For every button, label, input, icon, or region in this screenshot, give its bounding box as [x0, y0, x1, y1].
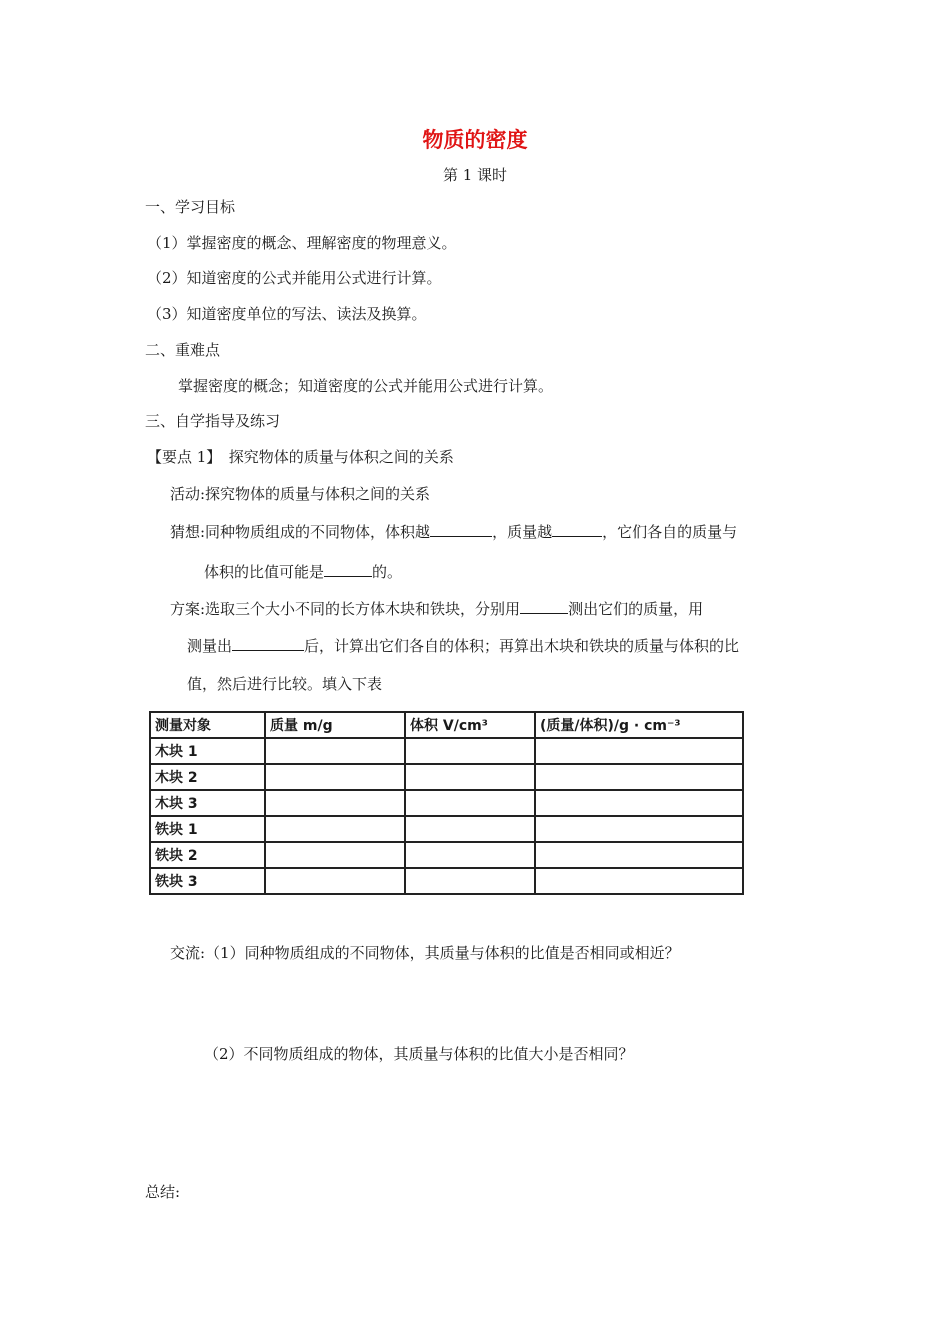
- row-label: 木块 3: [150, 790, 265, 816]
- table-header-cell: (质量/体积)/g · cm⁻³: [535, 712, 743, 738]
- table-row: [150, 790, 743, 816]
- lesson-number: 第 1 课时: [442, 166, 508, 184]
- mass-cell[interactable]: [265, 842, 405, 868]
- table-row: [150, 816, 743, 842]
- blank-volume[interactable]: [430, 520, 492, 537]
- table-header-cell: 质量 m/g: [265, 712, 405, 738]
- table-row: [150, 842, 743, 868]
- ratio-cell[interactable]: [535, 868, 743, 894]
- volume-cell[interactable]: [405, 764, 535, 790]
- volume-cell[interactable]: [405, 816, 535, 842]
- measurement-table: [149, 711, 744, 895]
- plan-text-4: 后，计算出它们各自的体积；再算出木块和铁块的质量与体积的比: [304, 637, 740, 655]
- table-row: [150, 738, 743, 764]
- plan-paragraph: [170, 597, 703, 619]
- plan-text-1: 方案:选取三个大小不同的长方体木块和铁块，分别用: [170, 600, 521, 618]
- ratio-cell[interactable]: [535, 842, 743, 868]
- guess-text-1: 猜想:同种物质组成的不同物体，体积越: [170, 523, 431, 541]
- table-row: [150, 764, 743, 790]
- exchange-question-1: 交流:（1）同种物质组成的不同物体，其质量与体积的比值是否相同或相近？: [170, 944, 680, 962]
- objective-item-3: （3）知道密度单位的写法、读法及换算。: [147, 305, 427, 323]
- table-row: [150, 868, 743, 894]
- guess-text-5: 的。: [372, 563, 403, 581]
- objective-item-1: （1）掌握密度的概念、理解密度的物理意义。: [147, 234, 457, 252]
- ratio-cell[interactable]: [535, 764, 743, 790]
- blank-instrument[interactable]: [520, 597, 568, 614]
- mass-cell[interactable]: [265, 790, 405, 816]
- section-heading-key-points: 二、重难点: [145, 341, 221, 359]
- key-points-text: 掌握密度的概念；知道密度的公式并能用公式进行计算。: [178, 377, 554, 395]
- mass-cell[interactable]: [265, 764, 405, 790]
- objective-item-2: （2）知道密度的公式并能用公式进行计算。: [147, 269, 442, 287]
- plan-text-5: 值，然后进行比较。填入下表: [187, 675, 383, 693]
- ratio-cell[interactable]: [535, 790, 743, 816]
- row-label: 铁块 2: [150, 842, 265, 868]
- row-label: 木块 2: [150, 764, 265, 790]
- plan-paragraph-cont: [187, 634, 739, 656]
- section-heading-self-study: 三、自学指导及练习: [145, 412, 281, 430]
- section-heading-objectives: 一、学习目标: [145, 198, 236, 216]
- guess-paragraph: [170, 520, 737, 542]
- volume-cell[interactable]: [405, 738, 535, 764]
- row-label: 铁块 1: [150, 816, 265, 842]
- row-label: 木块 1: [150, 738, 265, 764]
- blank-mass[interactable]: [552, 520, 602, 537]
- guess-paragraph-cont: [204, 560, 402, 582]
- volume-cell[interactable]: [405, 842, 535, 868]
- ratio-cell[interactable]: [535, 816, 743, 842]
- blank-dimensions[interactable]: [232, 634, 304, 651]
- activity-text: 活动:探究物体的质量与体积之间的关系: [170, 485, 431, 503]
- exchange-question-2: （2）不同物质组成的物体，其质量与体积的比值大小是否相同？: [204, 1045, 634, 1063]
- guess-text-2: ，质量越: [492, 523, 553, 541]
- mass-cell[interactable]: [265, 868, 405, 894]
- guess-text-3: ，它们各自的质量与: [602, 523, 738, 541]
- keypoint-1-heading: 【要点 1】 探究物体的质量与体积之间的关系: [147, 448, 454, 466]
- ratio-cell[interactable]: [535, 738, 743, 764]
- volume-cell[interactable]: [405, 790, 535, 816]
- mass-cell[interactable]: [265, 816, 405, 842]
- guess-text-4: 体积的比值可能是: [204, 563, 325, 581]
- row-label: 铁块 3: [150, 868, 265, 894]
- plan-text-2: 测出它们的质量，用: [568, 600, 704, 618]
- table-header-row: [150, 712, 743, 738]
- table-header-cell: 测量对象: [150, 712, 265, 738]
- volume-cell[interactable]: [405, 868, 535, 894]
- plan-text-3: 测量出: [187, 637, 233, 655]
- table-header-cell: 体积 V/cm³: [405, 712, 535, 738]
- blank-ratio[interactable]: [324, 560, 372, 577]
- mass-cell[interactable]: [265, 738, 405, 764]
- summary-label: 总结:: [145, 1183, 181, 1201]
- page-title: 物质的密度: [422, 128, 528, 152]
